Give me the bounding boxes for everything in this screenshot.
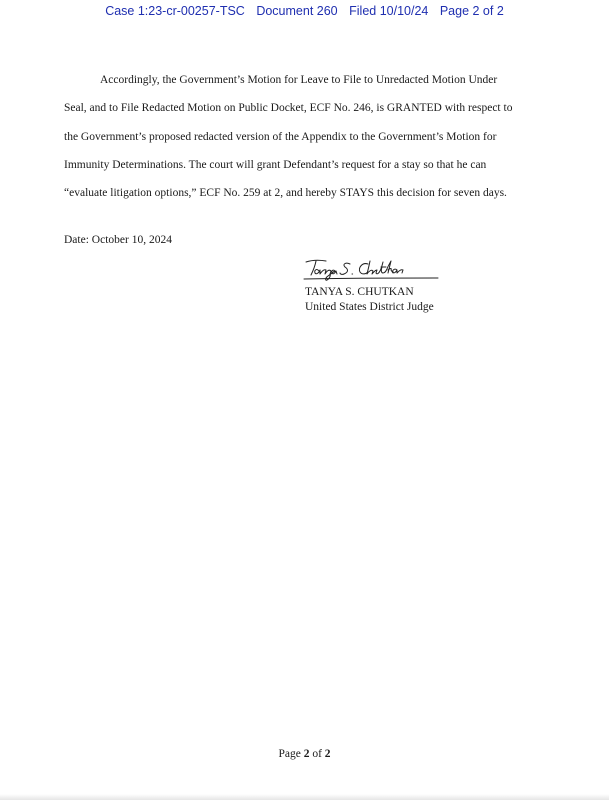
filing-header [0,4,609,18]
filed-date: Filed 10/10/24 [349,4,429,18]
page-edge-shadow [0,794,609,800]
order-paragraph [64,66,554,207]
footer-page-prefix: Page [278,748,301,760]
judge-title: United States District Judge [305,301,434,313]
header-page-number: Page 2 of 2 [439,4,504,18]
paragraph-line: Immunity Determinations. The court will grant Defendant’s request for a stay so that he can [64,158,487,171]
paragraph-line: Seal, and to File Redacted Motion on Public Docket, ECF No. 246, is GRANTED with respect to [64,102,513,115]
footer-total-pages: 2 [324,748,331,760]
paragraph-line: the Government’s proposed redacted version of the Appendix to the Government’s Motion for [64,130,497,143]
judge-printed-name: TANYA S. CHUTKAN [305,286,414,298]
paragraph-line: Accordingly, the Government’s Motion for Leave to File to Unredacted Motion Under [100,74,498,86]
footer-current-page: 2 [303,748,310,760]
document-number: Document 260 [256,4,338,18]
case-number: Case 1:23-cr-00257-TSC [105,4,245,18]
page-footer [0,748,609,760]
order-date: Date: October 10, 2024 [64,234,172,246]
footer-of-word: of [312,748,322,760]
paragraph-line: “evaluate litigation options,” ECF No. 259 at 2, and hereby STAYS this decision for seven days. [64,187,507,200]
handwritten-signature [302,256,442,282]
